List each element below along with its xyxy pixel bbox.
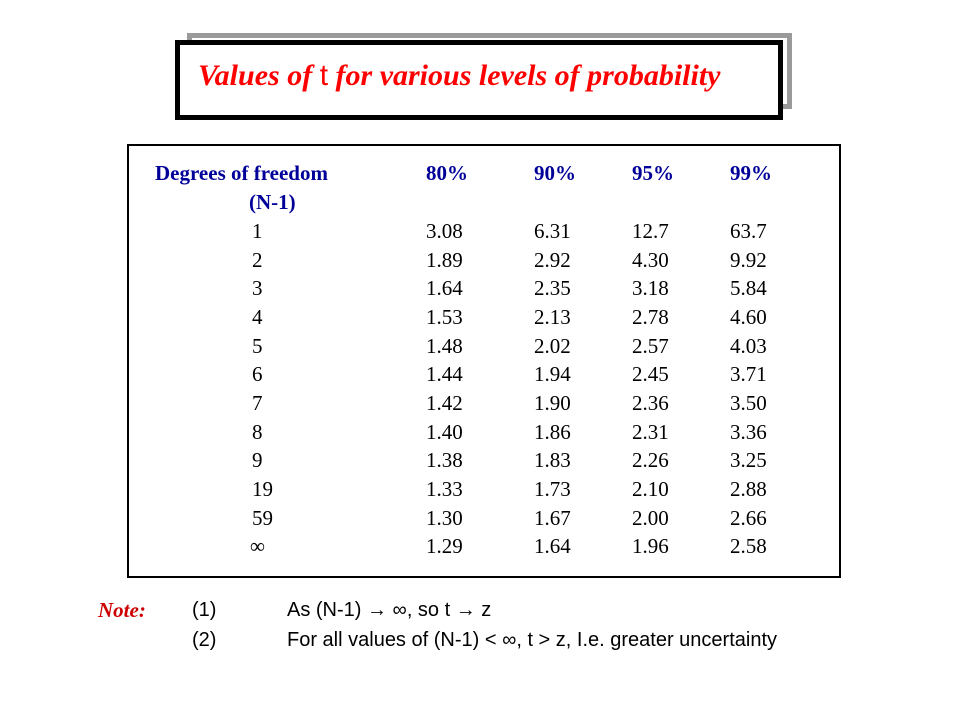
title-box [175,40,783,120]
note-item-text: As (N-1) → ∞, so t → z [287,599,492,621]
row-value: 2.02 [534,334,571,358]
row-value: 1.48 [426,334,463,358]
t-table [127,144,841,578]
row-value: 12.7 [632,219,669,243]
row-value: 1.73 [534,477,571,501]
header-level-95: 95% [632,161,674,185]
row-value: 2.10 [632,477,669,501]
row-value: 5.84 [730,276,767,300]
row-value: 2.66 [730,506,767,530]
note-item-number: (2) [192,629,217,651]
row-value: 3.25 [730,448,767,472]
row-value: 1.67 [534,506,571,530]
row-df: 6 [252,362,263,386]
row-value: 4.30 [632,248,669,272]
row-df: 59 [252,506,273,530]
row-value: 1.44 [426,362,463,386]
header-level-99: 99% [730,161,772,185]
row-value: 1.40 [426,420,463,444]
row-df: 3 [252,276,263,300]
row-value: 3.36 [730,420,767,444]
row-value: 3.71 [730,362,767,386]
row-df: 7 [252,391,263,415]
row-df: 1 [252,219,263,243]
row-value: 1.83 [534,448,571,472]
row-df: 5 [252,334,263,358]
row-value: 2.78 [632,305,669,329]
header-df-sub: (N-1) [249,190,296,214]
row-value: 1.42 [426,391,463,415]
row-value: 2.58 [730,534,767,558]
row-df: 8 [252,420,263,444]
row-df: 4 [252,305,263,329]
row-value: 6.31 [534,219,571,243]
row-df-infinity: ∞ [250,534,265,558]
header-level-80: 80% [426,161,468,185]
row-value: 1.90 [534,391,571,415]
note-label: Note: [98,598,146,622]
row-value: 2.35 [534,276,571,300]
note-item-number: (1) [192,599,217,621]
header-level-90: 90% [534,161,576,185]
row-value: 1.89 [426,248,463,272]
title-suffix: for various levels of probability [328,59,721,92]
page-title [198,59,721,93]
row-value: 1.33 [426,477,463,501]
row-value: 3.50 [730,391,767,415]
header-df-label: Degrees of freedom [155,161,328,185]
row-value: 2.57 [632,334,669,358]
row-value: 4.60 [730,305,767,329]
row-value: 1.94 [534,362,571,386]
row-value: 2.36 [632,391,669,415]
row-value: 1.64 [534,534,571,558]
row-value: 3.18 [632,276,669,300]
row-value: 2.88 [730,477,767,501]
title-symbol: t [319,59,329,92]
row-df: 9 [252,448,263,472]
row-value: 1.86 [534,420,571,444]
row-value: 2.45 [632,362,669,386]
row-value: 1.96 [632,534,669,558]
title-prefix: Values of [198,59,320,92]
row-value: 2.26 [632,448,669,472]
row-df: 19 [252,477,273,501]
row-value: 2.13 [534,305,571,329]
row-value: 4.03 [730,334,767,358]
note-item-text: For all values of (N-1) < ∞, t > z, I.e. greater uncertainty [287,629,778,651]
row-value: 1.53 [426,305,463,329]
row-value: 1.64 [426,276,463,300]
row-df: 2 [252,248,263,272]
row-value: 9.92 [730,248,767,272]
row-value: 2.31 [632,420,669,444]
row-value: 3.08 [426,219,463,243]
row-value: 63.7 [730,219,767,243]
row-value: 1.30 [426,506,463,530]
row-value: 2.92 [534,248,571,272]
row-value: 1.38 [426,448,463,472]
row-value: 1.29 [426,534,463,558]
row-value: 2.00 [632,506,669,530]
